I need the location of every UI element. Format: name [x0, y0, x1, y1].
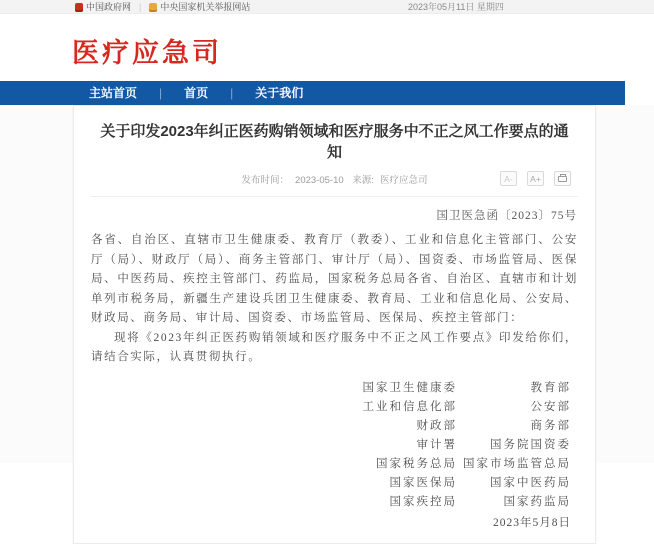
signature-agency: 财政部 [416, 419, 457, 432]
signature-agency: 国家中医药局 [490, 476, 571, 489]
paragraph-instruction: 现将《2023年纠正医药购销领域和医疗服务中不正之风工作要点》印发给你们，请结合实际，认真贯彻执行。 [91, 331, 578, 363]
link-report-site[interactable] [149, 0, 250, 14]
site-logo[interactable]: 医疗应急司 [72, 38, 222, 68]
publish-time-label: 发布时间： [241, 175, 290, 186]
nav-separator: | [159, 86, 163, 100]
signature-row [91, 379, 578, 398]
nav-item-main-home[interactable]: 主站首页 [89, 86, 138, 100]
signature-agency: 国家疾控局 [389, 495, 457, 508]
signature-agency: 国家市场监管总局 [463, 457, 571, 470]
print-button[interactable] [554, 171, 571, 186]
main-nav [0, 81, 625, 105]
signature-agency: 国家医保局 [389, 476, 457, 489]
current-date: 2023年05月11日 星期四 [408, 2, 504, 12]
topbar-links [75, 0, 250, 14]
article-card [73, 105, 596, 544]
signature-agency: 国家卫生健康委 [362, 381, 457, 394]
article-title: 关于印发2023年纠正医药购销领域和医疗服务中不正之风工作要点的通知 [100, 123, 569, 161]
signature-date: 2023年5月8日 [493, 516, 571, 529]
font-smaller-button[interactable]: A- [500, 171, 517, 186]
signature-agency: 国家税务总局 [376, 457, 457, 470]
nav-separator: | [230, 86, 234, 100]
signature-row [91, 474, 578, 493]
top-utility-bar [0, 0, 654, 14]
report-site-label: 中央国家机关举报网站 [160, 2, 251, 12]
signature-agency: 公安部 [530, 400, 571, 413]
nav-item-about[interactable]: 关于我们 [255, 86, 304, 100]
signature-agency: 商务部 [530, 419, 571, 432]
signature-agency: 审计署 [416, 438, 457, 451]
article-body [91, 231, 578, 368]
content-background [0, 105, 654, 529]
report-emblem-icon [149, 3, 157, 12]
nav-item-home[interactable]: 首页 [184, 86, 209, 100]
signature-block [91, 379, 578, 533]
publish-date: 2023-05-10 [295, 175, 344, 186]
header-divider [91, 196, 578, 197]
signature-row [91, 493, 578, 512]
signature-row [91, 455, 578, 474]
signature-row [91, 436, 578, 455]
paragraph-addressees: 各省、自治区、直辖市卫生健康委、教育厅（教委）、工业和信息化主管部门、公安厅（局）、财政厅（局）、商务主管部门、审计厅（局）、国资委、市场监管局、医保局、中医药局、疾控主管部门、药监局，国家税务总局各省、自治区、直辖市和计划单列市税务局，新疆生产建设兵团卫生健康委、教育局、工业和信息化局、公安局、财政局、商务局、审计局、国资委、市场监管局、医保局、疾控主管部门： [91, 234, 578, 324]
signature-agency: 国务院国资委 [490, 438, 571, 451]
gov-site-label: 中国政府网 [86, 2, 132, 12]
signature-agency: 工业和信息化部 [362, 400, 457, 413]
article-meta [91, 172, 578, 189]
national-emblem-icon [75, 3, 83, 12]
signature-row [91, 417, 578, 436]
topbar-separator: | [139, 2, 142, 12]
source-label: 来源: [352, 175, 374, 186]
font-larger-button[interactable]: A+ [527, 171, 544, 186]
document-number: 国卫医急函〔2023〕75号 [436, 210, 577, 222]
signature-agency: 教育部 [530, 381, 571, 394]
signature-row [91, 398, 578, 417]
signature-agency: 国家药监局 [503, 495, 571, 508]
site-header [0, 14, 654, 81]
printer-icon [558, 176, 567, 182]
article-tools [497, 171, 574, 186]
link-gov-site[interactable] [75, 0, 131, 14]
source-value: 医疗应急司 [379, 175, 428, 186]
